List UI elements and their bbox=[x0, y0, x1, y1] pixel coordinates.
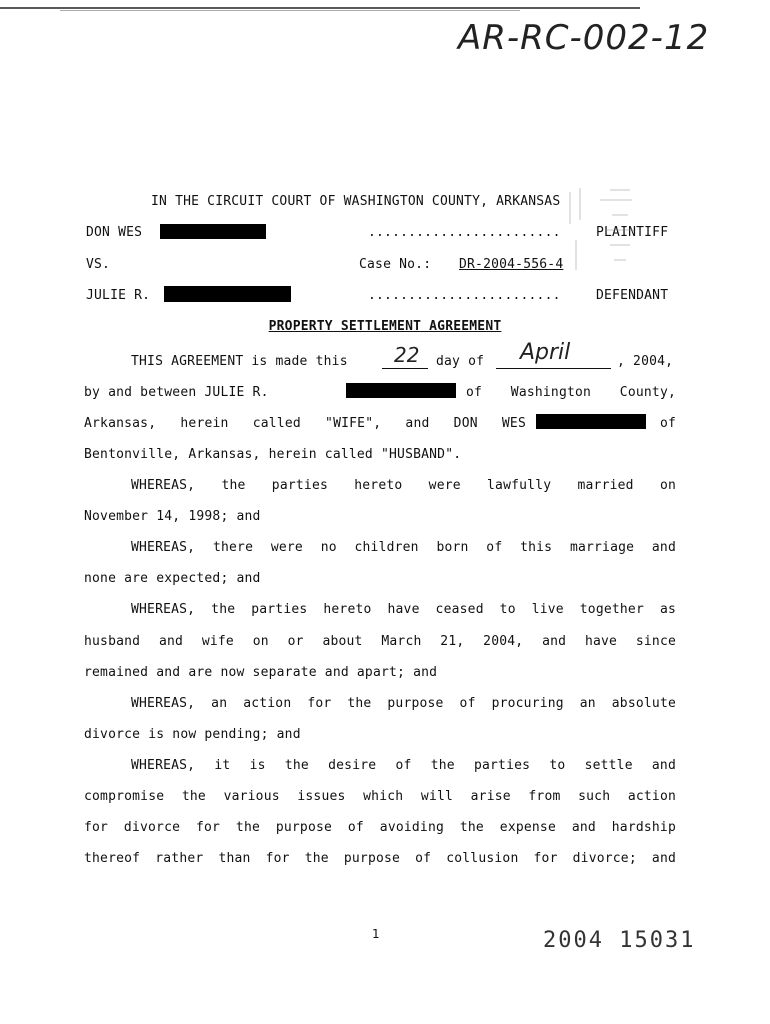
handwritten-file-number: AR-RC-002-12 bbox=[458, 18, 710, 58]
whereas-clause: WHEREAS, it is the desire of the parties to settle and bbox=[131, 758, 676, 773]
defendant-name: JULIE R. bbox=[86, 288, 151, 303]
body-text-line: by and between JULIE R. bbox=[84, 385, 269, 400]
plaintiff-name: DON WES bbox=[86, 225, 143, 240]
agreement-intro: THIS AGREEMENT is made this bbox=[131, 354, 348, 369]
body-text-line: none are expected; and bbox=[84, 571, 261, 586]
redaction-bar bbox=[536, 414, 646, 429]
redaction-bar bbox=[160, 224, 266, 239]
body-text-line: remained and are now separate and apart; and bbox=[84, 665, 438, 680]
body-text-line: compromise the various issues which will arise from such action bbox=[84, 789, 676, 804]
whereas-clause: WHEREAS, there were no children born of this marriage and bbox=[131, 540, 676, 555]
body-text-line: of bbox=[660, 416, 677, 431]
scan-artifact-line bbox=[0, 7, 640, 9]
redaction-bar bbox=[164, 286, 291, 302]
body-text-line: thereof rather than for the purpose of collusion for divorce; and bbox=[84, 851, 676, 866]
case-number: DR-2004-556-4 bbox=[459, 257, 564, 272]
agreement-year: , 2004, bbox=[617, 354, 674, 369]
scan-artifact-line bbox=[60, 10, 520, 11]
versus-label: VS. bbox=[86, 257, 111, 272]
handwritten-day: 22 bbox=[394, 343, 420, 367]
body-text-line: husband and wife on or about March 21, 2004, and have since bbox=[84, 634, 676, 649]
page-number: 1 bbox=[372, 927, 380, 941]
body-text-line: November 14, 1998; and bbox=[84, 509, 261, 524]
plaintiff-role: PLAINTIFF bbox=[596, 225, 669, 240]
body-text-line: Bentonville, Arkansas, herein called "HUSBAND". bbox=[84, 447, 462, 462]
filing-stamp-mark bbox=[520, 180, 640, 300]
filing-stamp bbox=[520, 180, 640, 300]
whereas-clause: WHEREAS, the parties hereto have ceased to live together as bbox=[131, 602, 676, 617]
defendant-dots: ........................ bbox=[368, 288, 561, 303]
body-text-line: divorce is now pending; and bbox=[84, 727, 301, 742]
case-number-label: Case No.: bbox=[359, 257, 432, 272]
body-text-line: Arkansas, herein called "WIFE", and DON WES bbox=[84, 416, 526, 431]
handwritten-month: April bbox=[520, 340, 571, 365]
redaction-bar bbox=[346, 383, 456, 398]
whereas-clause: WHEREAS, the parties hereto were lawfully married on bbox=[131, 478, 676, 493]
body-text-line: of Washington County, bbox=[466, 385, 676, 400]
body-text-line: for divorce for the purpose of avoiding the expense and hardship bbox=[84, 820, 676, 835]
whereas-clause: WHEREAS, an action for the purpose of procuring an absolute bbox=[131, 696, 676, 711]
plaintiff-dots: ........................ bbox=[368, 225, 561, 240]
defendant-role: DEFENDANT bbox=[596, 288, 669, 303]
day-of-label: day of bbox=[436, 354, 485, 369]
document-stamp-number: 2004 15031 bbox=[543, 928, 696, 953]
document-title: PROPERTY SETTLEMENT AGREEMENT bbox=[268, 319, 502, 334]
court-heading: IN THE CIRCUIT COURT OF WASHINGTON COUNTY, ARKANSAS bbox=[151, 194, 561, 209]
